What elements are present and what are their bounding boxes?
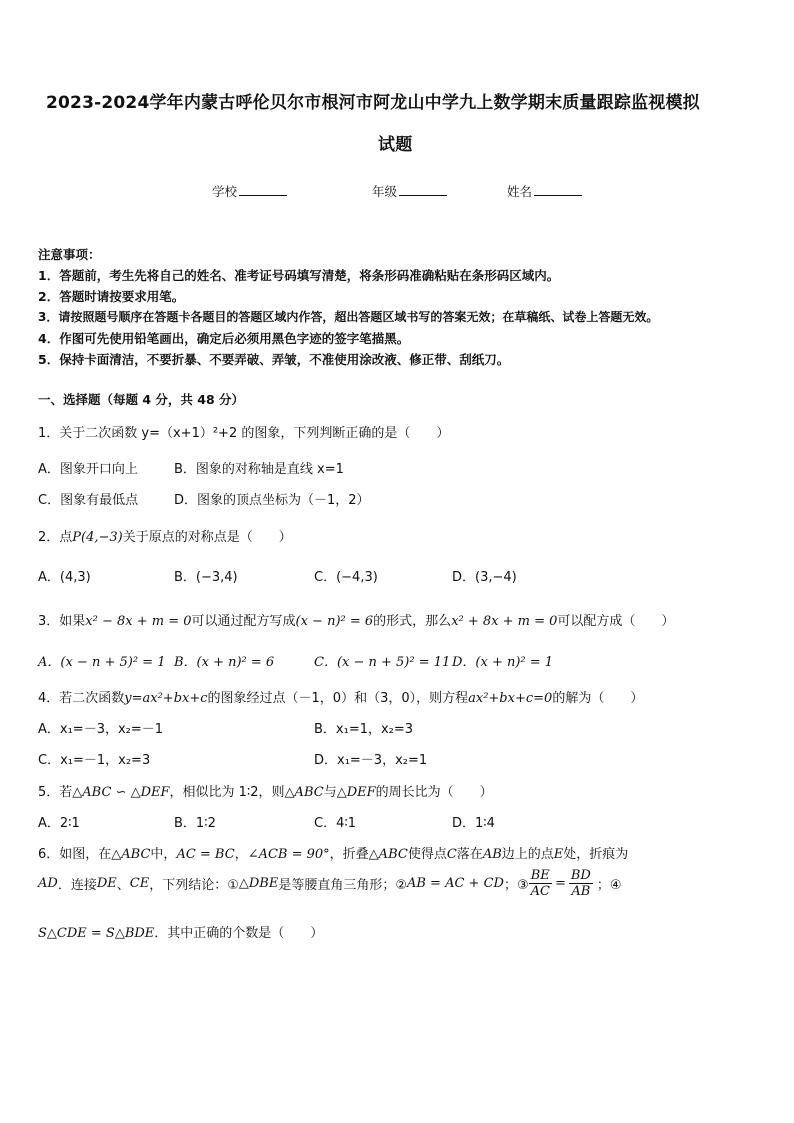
q6-math: △ABC [368, 847, 408, 862]
q3-stem-c: 的形式，那么 [373, 614, 452, 629]
q6-text: 是等腰直角三角形；② [278, 878, 407, 893]
q6-text: ， [234, 847, 248, 862]
q1-stem: 1．关于二次函数 y=（x+1）²+2 的图象，下列判断正确的是（ ） [38, 426, 450, 441]
q5-stem-b: ，相似比为 1∶2，则 [169, 785, 285, 800]
q2-point: P(4,−3) [72, 530, 123, 545]
q6-text: ，下列结论：① [149, 878, 239, 893]
q6-text: 使得点 [407, 847, 447, 862]
q6-fraction-bd-ab [569, 868, 593, 899]
q5-option-d[interactable]: D．1∶4 [452, 816, 495, 831]
q4-option-a[interactable]: A．x₁=－3，x₂=－1 [38, 722, 164, 737]
q6-text: ，折叠 [329, 847, 369, 862]
q6-text: 边上的点 [501, 847, 554, 862]
grade-field[interactable] [372, 182, 447, 200]
q3-option-b[interactable]: B．(x + n)² = 6 [174, 655, 275, 670]
exam-title-line2: 试题 [378, 135, 413, 155]
q5-stem-c: 与 [323, 785, 337, 800]
notice-item-3: 3．请按照题号顺序在答题卡各题目的答题区域内作答，超出答题区域书写的答案无效；在草稿纸、试卷上答题无效。 [38, 310, 659, 324]
q4-stem-a: 4．若二次函数 [38, 691, 125, 706]
q6-text: 落在 [456, 847, 483, 862]
q4-option-d[interactable]: D．x₁=－3，x₂=1 [314, 753, 428, 768]
section-heading: 一、选择题（每题 4 分，共 48 分） [38, 392, 245, 407]
notice-heading: 注意事项： [38, 247, 101, 262]
fraction-numerator: BD [570, 868, 591, 883]
q4-stem-b: 的图象经过点（－1，0）和（3，0），则方程 [207, 691, 469, 706]
q6-text: 、 [116, 878, 130, 893]
q1-option-a[interactable]: A．图象开口向上 [38, 462, 138, 477]
school-label: 学校 [212, 184, 238, 199]
q1-option-c[interactable]: C．图象有最低点 [38, 493, 139, 508]
q4-eq1: y=ax²+bx+c [124, 691, 208, 706]
q3-eq3: x² + 8x + m = 0 [451, 614, 558, 629]
q6-text: 处，折痕为 [563, 847, 629, 862]
q5-stem-d: 的周长比为（ ） [375, 785, 493, 800]
q5-option-a[interactable]: A．2∶1 [38, 816, 80, 831]
q2-option-d[interactable]: D．(3,−4) [452, 570, 517, 585]
q4-eq2: ax²+bx+c=0 [468, 691, 553, 706]
q6-text: ．连接 [57, 878, 97, 893]
q3-stem-b: 可以通过配方写成 [191, 614, 296, 629]
q4-stem [38, 687, 643, 706]
q5-option-c[interactable]: C．4∶1 [314, 816, 357, 831]
q6-math: AB = AC + CD [406, 876, 504, 891]
q6-line1 [38, 843, 628, 862]
notice-item-1: 1．答题前，考生先将自己的姓名、准考证号码填写清楚，将条形码准确粘贴在条形码区域内。 [38, 268, 560, 283]
q6-math: ∠ACB = 90° [247, 847, 330, 862]
q1-option-b[interactable]: B．图象的对称轴是直线 x=1 [174, 462, 344, 477]
notice-item-4: 4．作图可先使用铅笔画出，确定后必须用黑色字迹的签字笔描黑。 [38, 331, 410, 346]
q5-stem [38, 781, 493, 800]
q3-eq2: (x − n)² = 6 [295, 614, 374, 629]
q6-text: ．其中正确的个数是（ ） [154, 926, 324, 941]
q2-option-c[interactable]: C．(−4,3) [314, 570, 378, 585]
fraction-numerator: BE [529, 868, 552, 884]
q6-math: AD [38, 876, 58, 891]
q6-math: C [446, 847, 457, 862]
q6-math: CE [129, 876, 150, 891]
q3-stem-a: 3．如果 [38, 614, 86, 629]
q3-stem [38, 610, 674, 629]
q6-line3 [38, 922, 323, 941]
q5-eq1: △ABC ∽ △DEF [72, 785, 170, 800]
q3-stem-d: 可以配方成（ ） [557, 614, 675, 629]
equals-sign: = [554, 876, 566, 891]
notice-item-5: 5．保持卡面清洁，不要折暴、不要弄破、弄皱，不准使用涂改液、修正带、刮纸刀。 [38, 352, 510, 367]
q6-math: S△CDE = S△BDE [38, 926, 155, 941]
q6-math: DE [96, 876, 117, 891]
q6-math: AC = BC [176, 847, 235, 862]
q3-option-a[interactable]: A．(x − n + 5)² = 1 [38, 655, 166, 670]
school-blank[interactable] [239, 195, 287, 196]
q2-option-a[interactable]: A．(4,3) [38, 570, 91, 585]
q5-option-b[interactable]: B．1∶2 [174, 816, 216, 831]
q1-option-d[interactable]: D．图象的顶点坐标为（－1，2） [174, 493, 370, 508]
q2-stem [38, 526, 292, 545]
q6-math: △DBE [238, 876, 279, 891]
name-field[interactable] [507, 182, 582, 200]
exam-title-line1: 2023-2024学年内蒙古呼伦贝尔市根河市阿龙山中学九上数学期末质量跟踪监视模拟 [46, 93, 700, 113]
q4-stem-c: 的解为（ ） [552, 691, 644, 706]
name-blank[interactable] [534, 195, 582, 196]
notice-item-2: 2．答题时请按要求用笔。 [38, 289, 185, 304]
grade-blank[interactable] [399, 195, 447, 196]
q6-text: ；④ [596, 878, 622, 893]
q6-math: E [553, 847, 564, 862]
q6-text: ；③ [503, 878, 529, 893]
grade-label: 年级 [372, 184, 398, 199]
q6-text: 中， [150, 847, 177, 862]
fraction-denominator: AB [571, 884, 591, 899]
q2-option-b[interactable]: B．(−3,4) [174, 570, 238, 585]
q3-eq1: x² − 8x + m = 0 [85, 614, 192, 629]
q2-stem-post: 关于原点的对称点是（ ） [122, 530, 292, 545]
q5-eq2: △ABC [284, 785, 324, 800]
school-field[interactable] [212, 182, 287, 200]
q3-option-c[interactable]: C．(x − n + 5)² = 11 [314, 655, 451, 670]
q5-stem-a: 5．若 [38, 785, 73, 800]
fraction-denominator: AC [530, 884, 550, 899]
q6-math: AB [482, 847, 502, 862]
q4-option-c[interactable]: C．x₁=－1，x₂=3 [38, 753, 151, 768]
q6-fraction-be-ac [529, 868, 552, 899]
q2-stem-pre: 2．点 [38, 530, 73, 545]
q6-text: 6．如图，在 [38, 847, 112, 862]
q4-option-b[interactable]: B．x₁=1，x₂=3 [314, 722, 414, 737]
q5-eq3: △DEF [336, 785, 376, 800]
q3-option-d[interactable]: D．(x + n)² = 1 [452, 655, 554, 670]
q6-math: △ABC [111, 847, 151, 862]
name-label: 姓名 [507, 184, 533, 199]
q6-line2 [38, 868, 622, 899]
